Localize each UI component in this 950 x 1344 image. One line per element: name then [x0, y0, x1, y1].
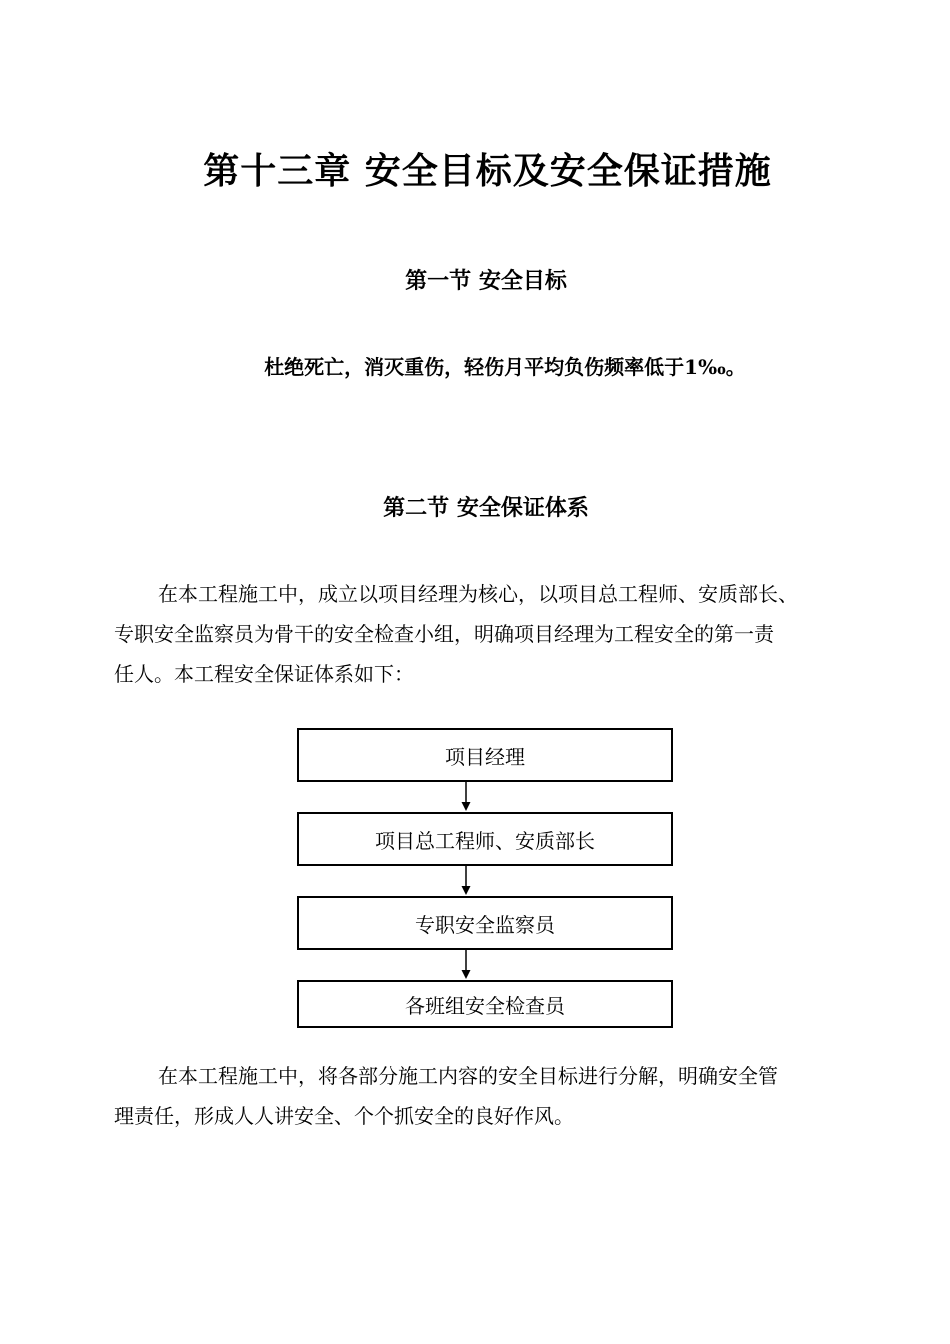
flow-arrow [460, 950, 472, 980]
closing-line: 在本工程施工中，将各部分施工内容的安全目标进行分解，明确安全管 [158, 1064, 778, 1088]
intro-line: 任人。本工程安全保证体系如下： [114, 662, 414, 686]
flow-arrow [460, 866, 472, 896]
section-title-assurance-system: 第二节 安全保证体系 [383, 496, 589, 521]
safety-goal-text: 杜绝死亡，消灭重伤，轻伤月平均负伤频率低于1‰。 [264, 355, 746, 379]
section-title-goals: 第一节 安全目标 [405, 269, 567, 294]
intro-line: 专职安全监察员为骨干的安全检查小组，明确项目经理为工程安全的第一责 [114, 622, 774, 646]
flow-box-chief-engineer: 项目总工程师、安质部长 [297, 812, 673, 866]
chapter-title: 第十三章 安全目标及安全保证措施 [203, 150, 772, 192]
flow-box-safety-inspector: 专职安全监察员 [297, 896, 673, 950]
closing-line: 理责任，形成人人讲安全、个个抓安全的良好作风。 [114, 1104, 574, 1128]
closing-paragraph [114, 1056, 884, 1136]
flow-arrow [460, 782, 472, 812]
flow-box-project-manager: 项目经理 [297, 728, 673, 782]
intro-line: 在本工程施工中，成立以项目经理为核心，以项目总工程师、安质部长、 [158, 582, 798, 606]
flow-box-team-inspector: 各班组安全检查员 [297, 980, 673, 1028]
